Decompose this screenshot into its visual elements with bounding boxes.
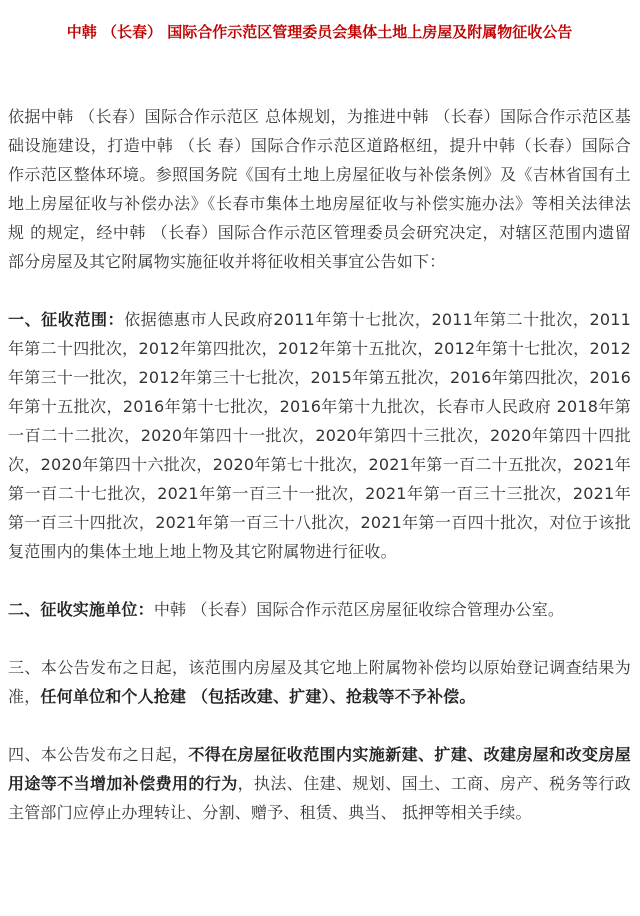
intro-paragraph: 依据中韩 （长春）国际合作示范区 总体规划，为推进中韩 （长春）国际合作示范区基础设施建设，打造中韩 （长 春）国际合作示范区道路枢纽，提升中韩（长春）国际合作示范区整体环境。参照国务院《国有土地上房屋征收与补偿条例》及《吉林省国有土地上房屋征收与补偿办法》《长春市集体土地房屋征收与补偿实施办法》等相关法律法规 的规定，经中韩 （长春）国际合作示范区管理委员会研究决定，对辖区范围内遗留部分房屋及其它附属物实施征收并将征收相关事宜公告如下： [8, 107, 631, 271]
section-implementing-unit-text: 中韩 （长春）国际合作示范区房屋征收综合管理办公室。 [153, 600, 565, 619]
section-prohibited-actions [8, 740, 631, 827]
section-scope-heading: 一、征收范围： [8, 310, 125, 329]
section-compensation-basis [8, 653, 631, 711]
section-implementing-unit-heading: 二、征收实施单位： [8, 600, 154, 619]
section-compensation-basis-bold: 任何单位和个人抢建 （包括改建、扩建）、抢栽等不予补偿。 [40, 687, 476, 706]
section-prohibited-actions-text-b: ，执法、住建、规划、国土、工商、房产、税务等行政主管部门应停止办理转让、分割、赠予、租赁、典当、 抵押等相关手续。 [8, 774, 631, 822]
section-compensation-basis-text: 三、本公告发布之日起，该范围内房屋及其它地上附属物补偿均以原始登记调查结果为准， [8, 658, 631, 706]
section-scope-text: 依据德惠市人民政府2011年第十七批次，2011年第二十批次，2011年第二十四批次，2012年第四批次，2012年第十五批次，2012年第十七批次，2012年第三十一批次，2012年第三十七批次，2015年第五批次，2016年第四批次，2016年第十五批次，2016年第十七批次，2016年第十九批次，长春市人民政府 2018年第一百二十二批次，2020年第四十一批次，2020年第四十三批次，2020年第四十四批次，2020年第四十六批次，2020年第七十批次，2021年第一百二十五批次，2021年第一百二十七批次，2021年第一百三十一批次，2021年第一百三十三批次，2021年第一百三十四批次，2021年第一百三十八批次，2021年第一百四十批次，对位于该批复范围内的集体土地上地上物及其它附属物进行征收。 [8, 310, 631, 561]
notice-title: 中韩 （长春） 国际合作示范区管理委员会集体土地上房屋及附属物征收公告 [66, 23, 573, 41]
section-scope [8, 305, 631, 566]
section-prohibited-actions-bold: 不得在房屋征收范围内实施新建、扩建、改建房屋和改变房屋用途等不当增加补偿费用的行为 [8, 745, 632, 793]
section-prohibited-actions-text-a: 四、本公告发布之日起， [8, 745, 189, 764]
section-implementing-unit [8, 595, 631, 624]
